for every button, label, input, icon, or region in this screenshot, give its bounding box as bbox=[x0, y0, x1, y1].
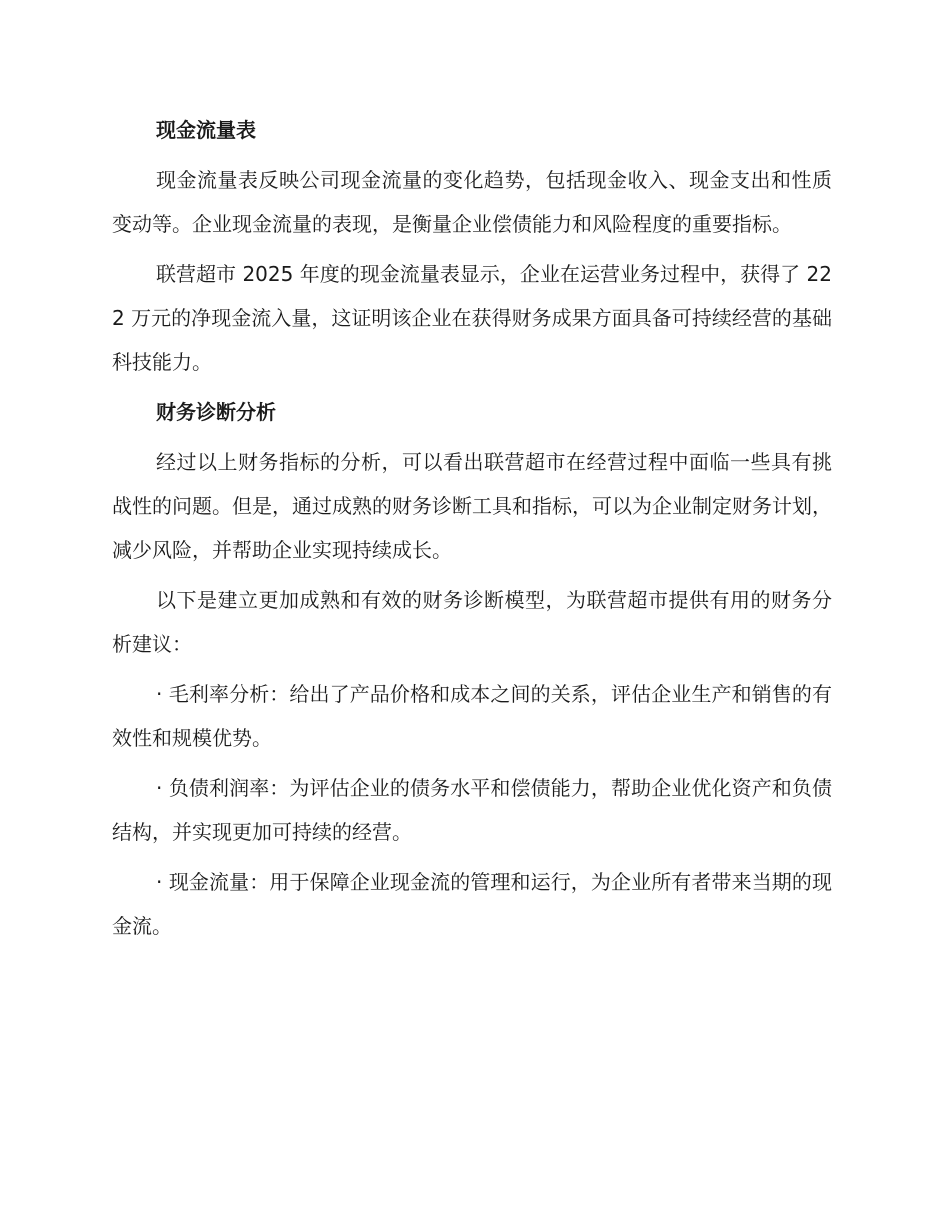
bullet-item: · 负债利润率：为评估企业的债务水平和偿债能力，帮助企业优化资产和负债结构，并实现更加可持续的经营。 bbox=[112, 776, 832, 844]
section-heading-diagnosis: 财务诊断分析 bbox=[156, 400, 276, 424]
paragraph: 经过以上财务指标的分析，可以看出联营超市在经营过程中面临一些具有挑战性的问题。但是，通过成熟的财务诊断工具和指标，可以为企业制定财务计划，减少风险，并帮助企业实现持续成长。 bbox=[112, 450, 832, 562]
section-heading-cash-flow: 现金流量表 bbox=[156, 118, 256, 142]
paragraph: 联营超市 2025 年度的现金流量表显示，企业在运营业务过程中，获得了 222 万元的净现金流入量，这证明该企业在获得财务成果方面具备可持续经营的基础科技能力。 bbox=[112, 262, 832, 374]
paragraph: 现金流量表反映公司现金流量的变化趋势，包括现金收入、现金支出和性质变动等。企业现金流量的表现，是衡量企业偿债能力和风险程度的重要指标。 bbox=[112, 168, 832, 236]
document-page bbox=[112, 108, 832, 954]
bullet-item: · 毛利率分析：给出了产品价格和成本之间的关系，评估企业生产和销售的有效性和规模优势。 bbox=[112, 682, 832, 750]
paragraph: 以下是建立更加成熟和有效的财务诊断模型，为联营超市提供有用的财务分析建议： bbox=[112, 588, 832, 656]
bullet-item: · 现金流量：用于保障企业现金流的管理和运行，为企业所有者带来当期的现金流。 bbox=[112, 870, 832, 938]
